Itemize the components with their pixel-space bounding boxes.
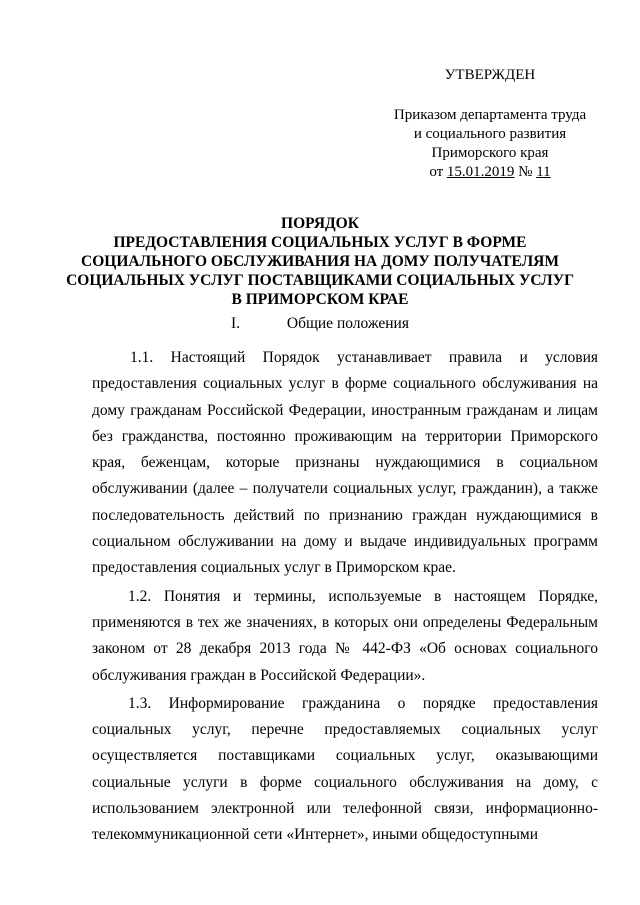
- section-title: Общие положения: [286, 315, 409, 332]
- title-line-4: СОЦИАЛЬНЫХ УСЛУГ ПОСТАВЩИКАМИ СОЦИАЛЬНЫХ УСЛУГ: [66, 272, 574, 289]
- order-line-1: Приказом департамента труда: [393, 107, 587, 123]
- paragraph-1-3: 1.3. Информирование гражданина о порядке предоставления социальных услуг, перечне предоставляемых социальных услуг осуществляется поставщиками социальных услуг, оказывающими социальные услуги в форме социального обслуживания на дому, с использованием электронной или телефонной связи, информационно-телекоммуникационной сети «Интернет», иными общедоступными: [92, 694, 598, 844]
- paragraph-1-1: 1.1. Настоящий Порядок устанавливает правила и условия предоставления социальных услуг в форме социального обслуживания на дому гражданам Российской Федерации, иностранным гражданам и лицам без гражданства, постоянно проживающим на территории Приморского края, беженцам, которые признаны нуждающимися в социальном обслуживании (далее – получатели социальных услуг, гражданин), а также последовательность действий по признанию граждан нуждающимися в социальном обслуживании на дому и выдаче индивидуальных программ предоставления социальных услуг в Приморском крае.: [92, 349, 598, 577]
- section-heading: [0, 315, 640, 333]
- number-sign: №: [518, 164, 533, 180]
- title-line-5: В ПРИМОРСКОМ КРАЕ: [231, 291, 409, 308]
- order-date-line: [368, 163, 612, 182]
- date-prefix: от: [429, 164, 444, 180]
- document-body: [92, 345, 598, 849]
- document-title: [40, 214, 600, 309]
- title-line-2: ПРЕДОСТАВЛЕНИЯ СОЦИАЛЬНЫХ УСЛУГ В ФОРМЕ: [113, 234, 527, 251]
- section-number: I.: [231, 315, 241, 332]
- order-line-2: и социального развития: [413, 126, 567, 142]
- title-line-3: СОЦИАЛЬНОГО ОБСЛУЖИВАНИЯ НА ДОМУ ПОЛУЧАТЕЛЯМ: [81, 253, 559, 270]
- approval-stamp: [368, 66, 612, 182]
- paragraph-1-2: 1.2. Понятия и термины, используемые в настоящем Порядке, применяются в тех же значениях, в которых они определены Федеральным законом от 28 декабря 2013 года № 442-ФЗ «Об основах социального обслуживания граждан в Российской Федерации».: [92, 587, 598, 684]
- order-number: 11: [536, 164, 551, 180]
- order-date: 15.01.2019: [446, 164, 515, 180]
- order-line-3: Приморского края: [431, 145, 549, 161]
- title-line-1: ПОРЯДОК: [281, 215, 359, 232]
- approved-label: УТВЕРЖДЕН: [444, 67, 536, 83]
